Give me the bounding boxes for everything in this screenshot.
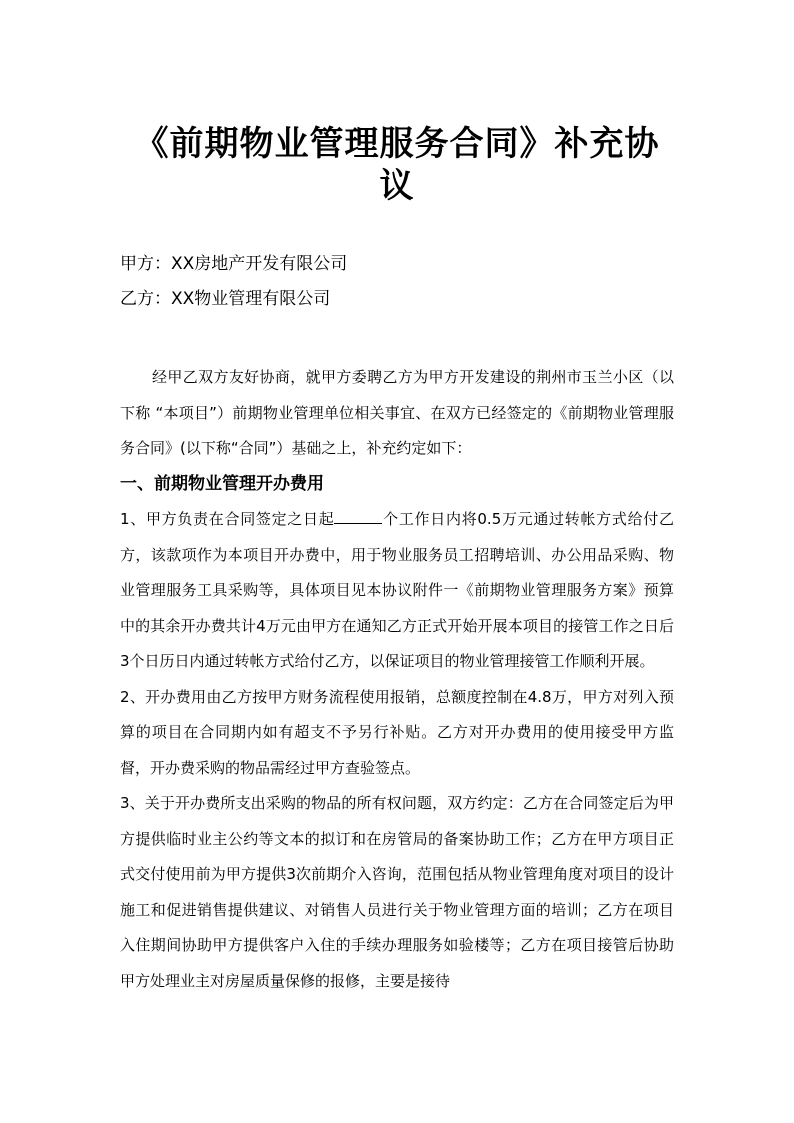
- clause-2-paragraph: 2、开办费用由乙方按甲方财务流程使用报销，总额度控制在4.8万，甲方对列入预算的项目在合同期内如有超支不予另行补贴。乙方对开办费用的使用接受甲方监督，开办费采购的物品需经过甲方查验签点。: [120, 687, 674, 777]
- party-a-line: 甲方：XX房地产开发有限公司: [120, 254, 348, 274]
- clause-3-paragraph: 3、关于开办费所支出采购的物品的所有权问题，双方约定：乙方在合同签定后为甲方提供临时业主公约等文本的拟订和在房管局的备案协助工作；乙方在甲方项目正式交付使用前为甲方提供3次前期介入咨询，范围包括从物业管理角度对项目的设计施工和促进销售提供建议、对销售人员进行关于物业管理方面的培训；乙方在项目入住期间协助甲方提供客户入住的手续办理服务如验楼等；乙方在项目接管后协助甲方处理业主对房屋质量保修的报修，主要是接待: [120, 794, 674, 990]
- clause-1-paragraph: [120, 502, 674, 680]
- section-1-heading: 一、前期物业管理开办费用: [120, 473, 324, 494]
- document-title: 《前期物业管理服务合同》补充协议: [134, 124, 660, 206]
- party-b-line: 乙方：XX物业管理有限公司: [120, 289, 331, 309]
- clause-1-text-start: 1、甲方负责在合同签定之日起: [120, 510, 335, 528]
- intro-paragraph: 经甲乙双方友好协商，就甲方委聘乙方为甲方开发建设的荆州市玉兰小区（以下称 “本项目”）前期物业管理单位相关事宜、在双方已经签定的《前期物业管理服务合同》(以下称“合同”）基础之上，补充约定如下：: [120, 368, 674, 457]
- clause-1-text-end: 个工作日内将0.5万元通过转帐方式给付乙方，该款项作为本项目开办费中，用于物业服务员工招聘培训、办公用品采购、物业管理服务工具采购等，具体项目见本协议附件一《前期物业管理服务方案》预算中的其余开办费共计4万元由甲方在通知乙方正式开始开展本项目的接管工作之日后3个日历日内通过转帐方式给付乙方，以保证项目的物业管理接管工作顺利开展。: [120, 510, 675, 670]
- fill-in-blank: [334, 505, 382, 524]
- document-body: [120, 360, 674, 999]
